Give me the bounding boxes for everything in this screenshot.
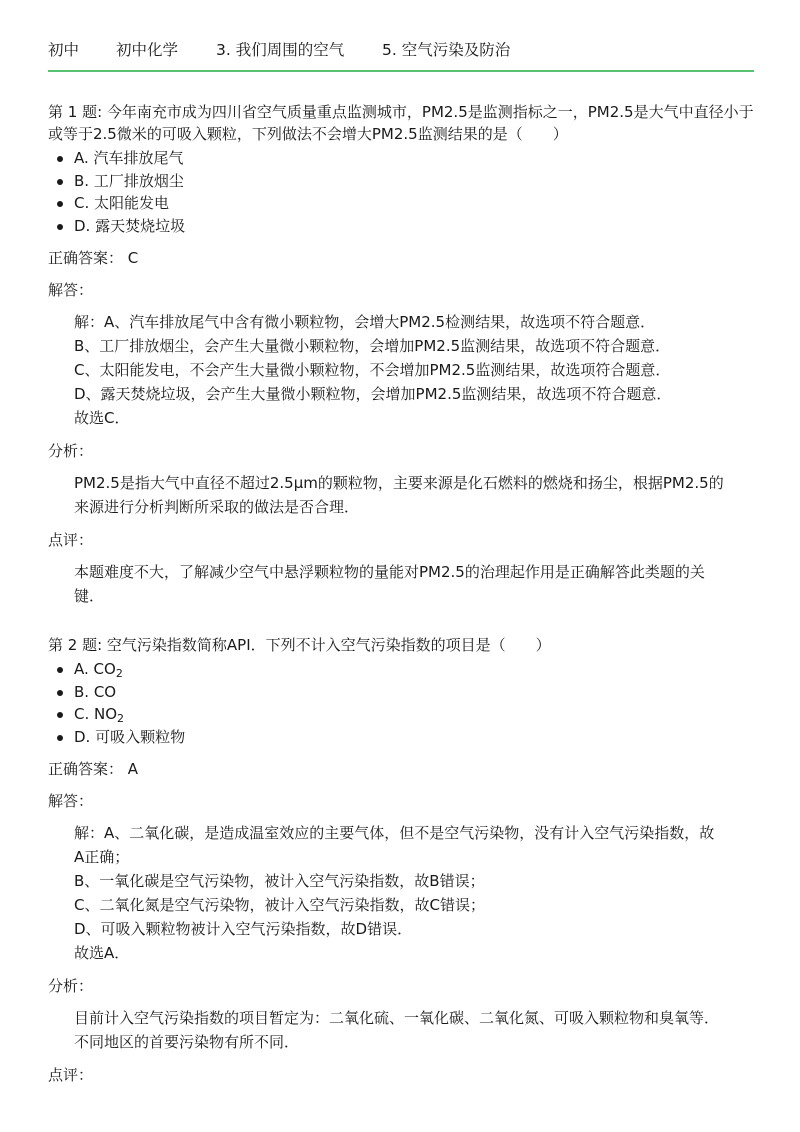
solution-line: C、二氧化氮是空气污染物，被计入空气污染指数，故C错误； xyxy=(74,896,485,914)
option-d[interactable]: D. 露天焚烧垃圾 xyxy=(74,215,758,238)
analysis-text xyxy=(48,471,724,519)
solution-line: D、露天焚烧垃圾，会产生大量微小颗粒物，会增加PM2.5监测结果，故选项不符合题意． xyxy=(74,385,672,403)
solution-label: 解答： xyxy=(48,281,94,299)
option-b[interactable]: B. 工厂排放烟尘 xyxy=(74,170,758,193)
breadcrumb-level[interactable]: 初中 xyxy=(48,41,80,59)
option-c[interactable]: C. 太阳能发电 xyxy=(74,192,758,215)
solution-line: 故选C． xyxy=(74,409,130,427)
question-2 xyxy=(48,634,758,1086)
breadcrumb xyxy=(48,38,754,68)
analysis-paragraph: 目前计入空气污染指数的项目暂定为：二氧化硫、一氧化碳、二氧化氮、可吸入颗粒物和臭氧等．不同地区的首要污染物有所不同． xyxy=(74,1009,720,1051)
solution-label: 解答： xyxy=(48,792,94,810)
options-list xyxy=(48,147,758,237)
breadcrumb-subject[interactable]: 初中化学 xyxy=(116,41,179,59)
question-stem: 第 1 题: 今年南充市成为四川省空气质量重点监测城市，PM2.5是监测指标之一，PM2.5是大气中直径小于或等于2.5微米的可吸入颗粒，下列做法不会增大PM2.5监测结果的是（ ） xyxy=(48,103,754,143)
question-1 xyxy=(48,101,758,608)
analysis-label: 分析： xyxy=(48,977,94,995)
answer-row xyxy=(48,247,758,269)
option-b[interactable]: B. CO xyxy=(74,681,758,704)
solution-line: D、可吸入颗粒物被计入空气污染指数，故D错误． xyxy=(74,920,413,938)
solution-line: B、工厂排放烟尘，会产生大量微小颗粒物，会增加PM2.5监测结果，故选项不符合题意． xyxy=(74,337,671,355)
answer-label: 正确答案： xyxy=(48,249,124,267)
option-d[interactable]: D. 可吸入颗粒物 xyxy=(74,726,758,749)
header-divider xyxy=(48,70,754,72)
option-a[interactable]: A. 汽车排放尾气 xyxy=(74,147,758,170)
solution-line: 故选A． xyxy=(74,944,130,962)
analysis-text xyxy=(48,1006,724,1054)
answer-value: C xyxy=(127,249,139,267)
solution-line: 解：A、汽车排放尾气中含有微小颗粒物，会增大PM2.5检测结果，故选项不符合题意． xyxy=(74,313,656,331)
option-a[interactable]: A. $CO_2$ xyxy=(74,658,758,681)
analysis-paragraph: PM2.5是指大气中直径不超过2.5μm的颗粒物，主要来源是化石燃料的燃烧和扬尘，根据PM2.5的来源进行分析判断所采取的做法是否合理． xyxy=(74,474,724,516)
breadcrumb-chapter[interactable]: 3. 我们周围的空气 xyxy=(216,41,345,59)
question-stem: 第 2 题: 空气污染指数简称API．下列不计入空气污染指数的项目是（ ） xyxy=(48,636,551,654)
comment-label: 点评： xyxy=(48,531,94,549)
solution-line: 解：A、二氧化碳，是造成温室效应的主要气体，但不是空气污染物，没有计入空气污染指数，故A正确； xyxy=(74,824,715,866)
solution-line: B、一氧化碳是空气污染物，被计入空气污染指数，故B错误； xyxy=(74,872,485,890)
analysis-label: 分析： xyxy=(48,442,94,460)
answer-row xyxy=(48,758,758,780)
breadcrumb-section[interactable]: 5. 空气污染及防治 xyxy=(382,41,511,59)
answer-value: A xyxy=(127,760,139,778)
answer-label: 正确答案： xyxy=(48,760,124,778)
comment-text xyxy=(48,560,724,608)
options-list xyxy=(48,658,758,748)
comment-paragraph: 本题难度不大，了解减少空气中悬浮颗粒物的量能对PM2.5的治理起作用是正确解答此类题的关键． xyxy=(74,563,705,605)
comment-label: 点评： xyxy=(48,1066,94,1084)
option-c[interactable]: C. $NO_2$ xyxy=(74,703,758,726)
solution-line: C、太阳能发电，不会产生大量微小颗粒物，不会增加PM2.5监测结果，故选项符合题意． xyxy=(74,361,671,379)
solution-text xyxy=(48,821,724,965)
solution-text xyxy=(48,310,758,430)
